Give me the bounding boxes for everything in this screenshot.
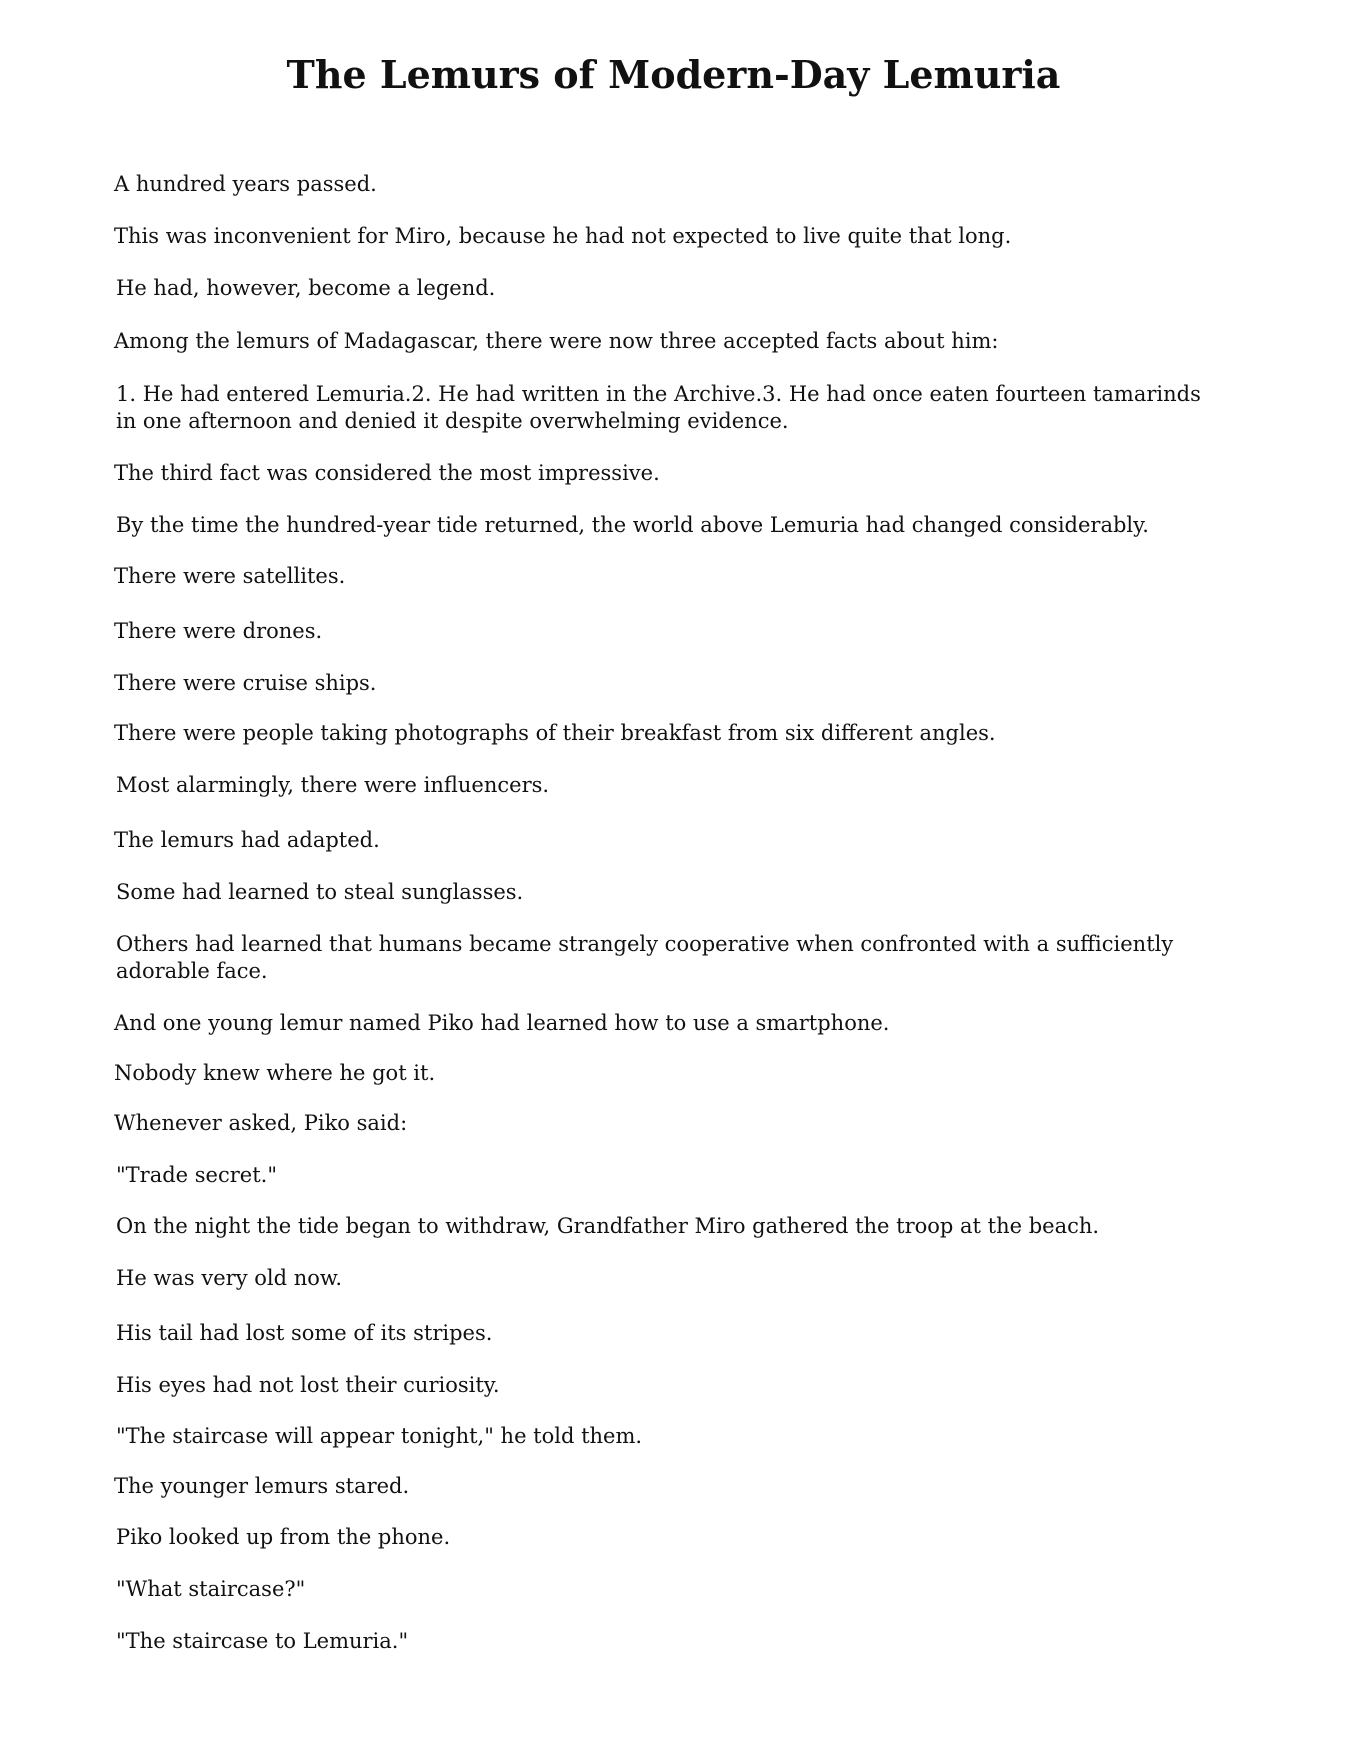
paragraph: His eyes had not lost their curiosity. [116, 1373, 500, 1397]
paragraph: The third fact was considered the most impressive. [114, 461, 660, 485]
paragraph: And one young lemur named Piko had learned how to use a smartphone. [114, 1011, 890, 1035]
paragraph: Most alarmingly, there were influencers. [116, 773, 550, 797]
paragraph: He was very old now. [116, 1266, 343, 1290]
paragraph: He had, however, become a legend. [116, 276, 496, 300]
paragraph: The lemurs had adapted. [114, 828, 380, 852]
paragraph: "What staircase?" [116, 1577, 306, 1601]
paragraph: His tail had lost some of its stripes. [116, 1321, 493, 1345]
paragraph: "The staircase will appear tonight," he told them. [116, 1424, 643, 1448]
paragraph: There were satellites. [114, 564, 346, 588]
paragraph: Some had learned to steal sunglasses. [116, 880, 524, 904]
paragraph: By the time the hundred-year tide returned, the world above Lemuria had changed considerably. [116, 513, 1149, 537]
paragraph: Piko looked up from the phone. [116, 1525, 451, 1549]
paragraph: "Trade secret." [116, 1163, 277, 1187]
paragraph: Whenever asked, Piko said: [114, 1111, 408, 1135]
paragraph: Others had learned that humans became strangely cooperative when confronted with a sufficiently adorable face. [116, 932, 1174, 983]
paragraph: Nobody knew where he got it. [114, 1061, 436, 1085]
paragraph: There were drones. [114, 619, 323, 643]
paragraph: A hundred years passed. [114, 172, 377, 196]
paragraph: There were people taking photographs of their breakfast from six different angles. [114, 721, 996, 745]
paragraph: The younger lemurs stared. [114, 1474, 410, 1498]
paragraph: This was inconvenient for Miro, because he had not expected to live quite that long. [114, 224, 1012, 248]
page-title: The Lemurs of Modern-Day Lemuria [286, 52, 1061, 97]
paragraph: "The staircase to Lemuria." [116, 1629, 409, 1653]
paragraph: On the night the tide began to withdraw, Grandfather Miro gathered the troop at the beach. [116, 1214, 1100, 1238]
paragraph: Among the lemurs of Madagascar, there were now three accepted facts about him: [114, 329, 999, 353]
paragraph: There were cruise ships. [114, 671, 377, 695]
list-paragraph: 1. He had entered Lemuria.2. He had written in the Archive.3. He had once eaten fourteen tamarinds in one afternoon and denied it despite overwhelming evidence. [116, 382, 1201, 433]
